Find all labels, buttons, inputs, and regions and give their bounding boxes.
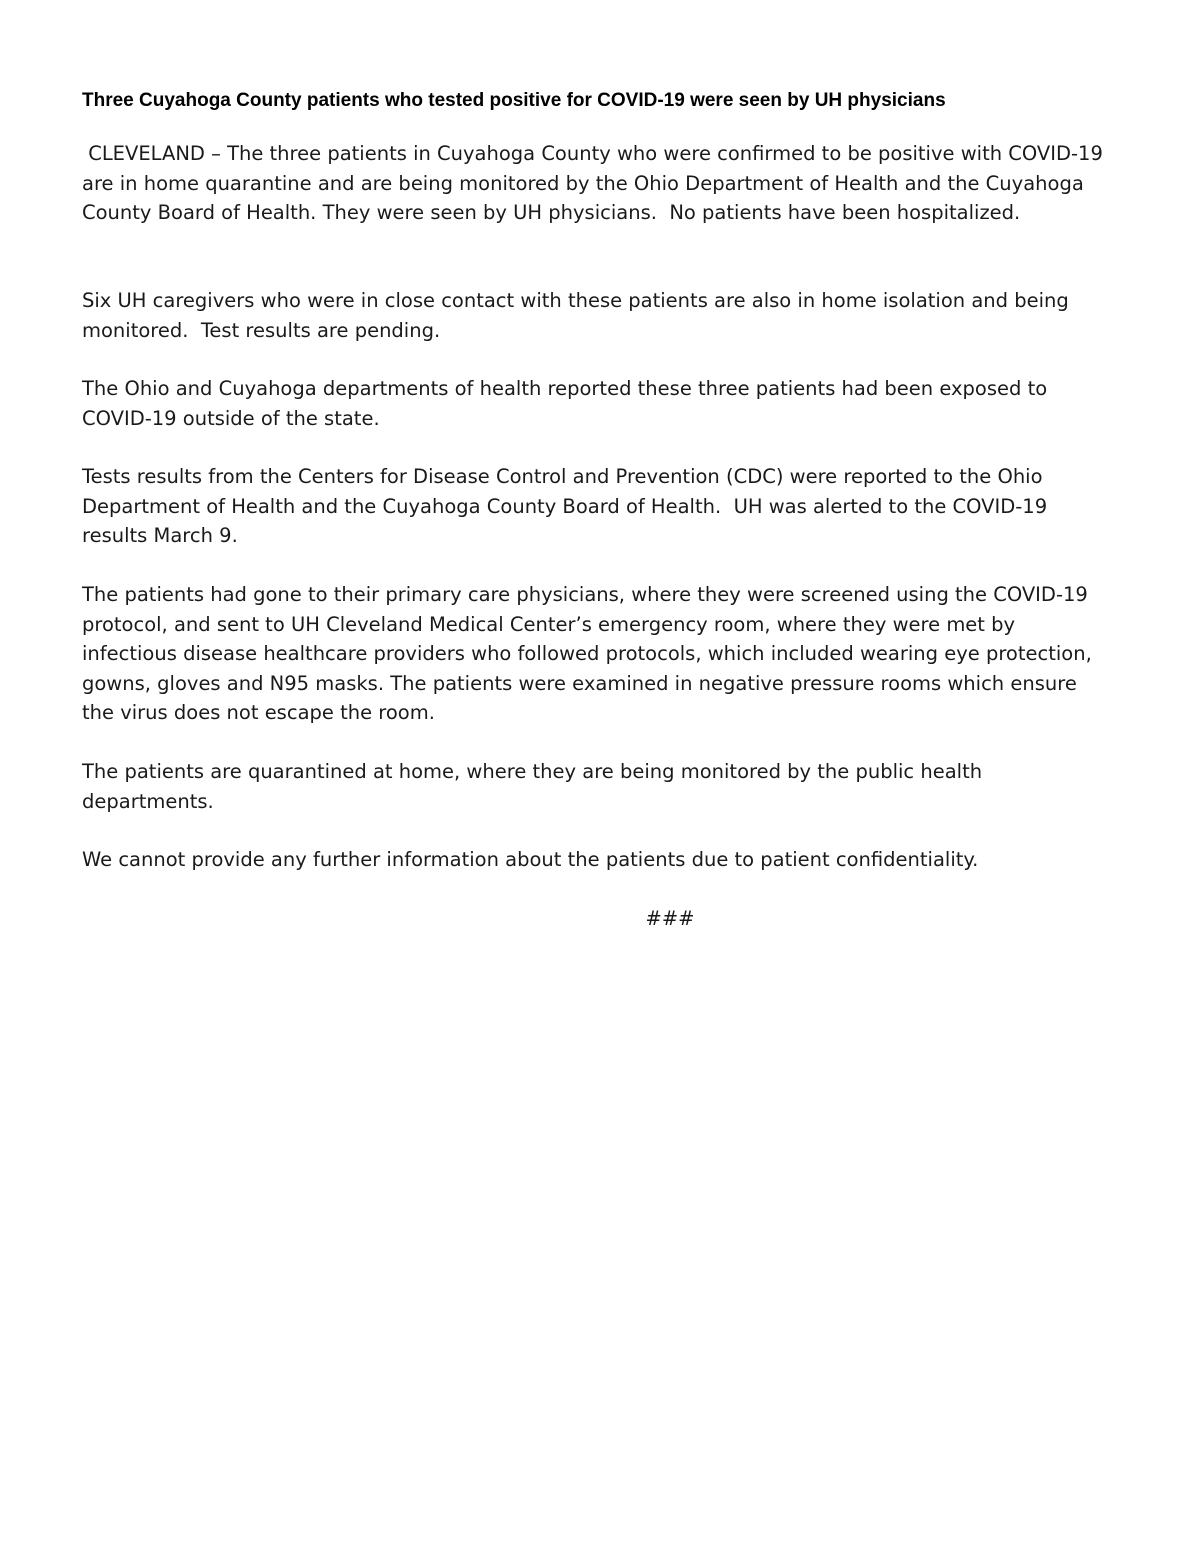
- paragraph-caregivers: Six UH caregivers who were in close contact with these patients are also in home isolation and being monitored. Test results are pending.: [82, 289, 1075, 342]
- paragraph-confidentiality: We cannot provide any further information about the patients due to patient confidentiality.: [82, 848, 979, 871]
- paragraph-test-results: Tests results from the Centers for Disease Control and Prevention (CDC) were reported to the Ohio Department of Health and the Cuyahoga County Board of Health. UH was alerted to the COVID-19 results March 9.: [82, 465, 1054, 547]
- paragraph-exposure: The Ohio and Cuyahoga departments of health reported these three patients had been exposed to COVID-19 outside of the state.: [82, 377, 1048, 430]
- document-title: Three Cuyahoga County patients who tested positive for COVID-19 were seen by UH physicians: [82, 90, 946, 111]
- paragraph-quarantine: The patients are quarantined at home, where they are being monitored by the public health departments.: [82, 760, 983, 813]
- paragraph-protocol: The patients had gone to their primary care physicians, where they were screened using the COVID-19 protocol, and sent to UH Cleveland Medical Center’s emergency room, where they were met by infectious disease healthcare providers who followed protocols, which included wearing eye protection, gowns, gloves and N95 masks. The patients were examined in negative pressure rooms which ensure the virus does not escape the room.: [82, 583, 1092, 724]
- paragraph-intro: CLEVELAND – The three patients in Cuyahoga County who were confirmed to be positive with COVID-19 are in home quarantine and are being monitored by the Ohio Department of Health and the Cuyahoga County Board of Health. They were seen by UH physicians. No patients have been hospitalized.: [82, 142, 1110, 224]
- end-mark: ###: [645, 907, 695, 930]
